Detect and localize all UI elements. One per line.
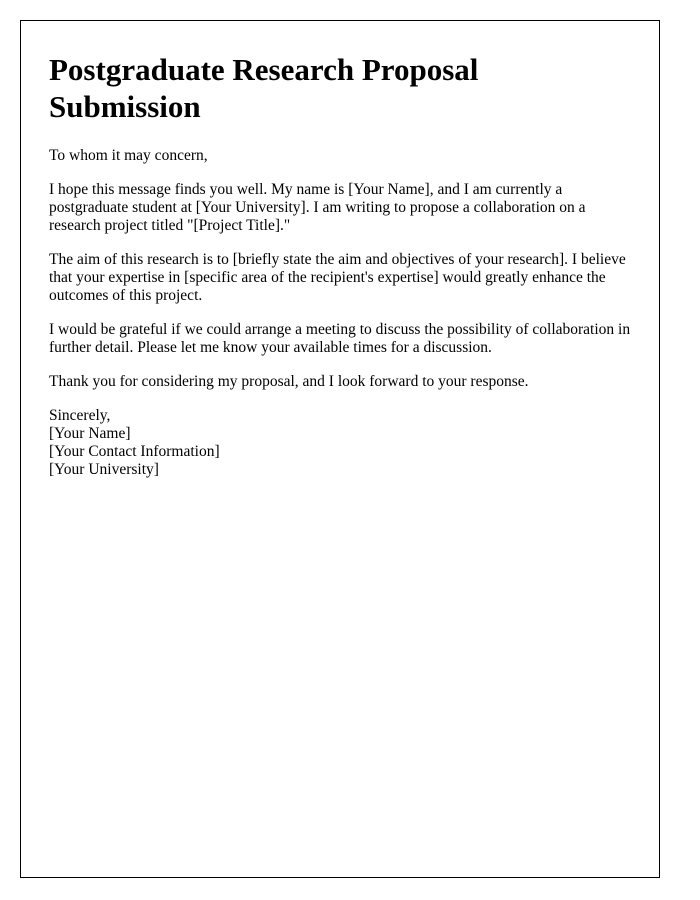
signature-contact: [Your Contact Information] (49, 443, 220, 460)
letter-title: Postgraduate Research Proposal Submission (49, 52, 479, 124)
paragraph-meeting-request: I would be grateful if we could arrange a meeting to discuss the possibility of collaboration in further detail. Please let me know your available times for a discussion. (49, 321, 631, 356)
letter-page (20, 20, 660, 878)
paragraph-research-aim: The aim of this research is to [briefly state the aim and objectives of your research]. I believe that your expertise in [specific area of the recipient's expertise] would greatly enhance the outcomes of this project. (49, 251, 626, 304)
salutation: To whom it may concern, (49, 147, 208, 164)
signature-name: [Your Name] (49, 425, 131, 442)
signature-university: [Your University] (49, 461, 159, 478)
signature-block (49, 407, 631, 479)
closing: Sincerely, (49, 407, 111, 424)
paragraph-introduction: I hope this message finds you well. My name is [Your Name], and I am currently a postgraduate student at [Your University]. I am writing to propose a collaboration on a research project titled "[Project Title]." (49, 181, 586, 234)
paragraph-thanks: Thank you for considering my proposal, and I look forward to your response. (49, 373, 529, 390)
